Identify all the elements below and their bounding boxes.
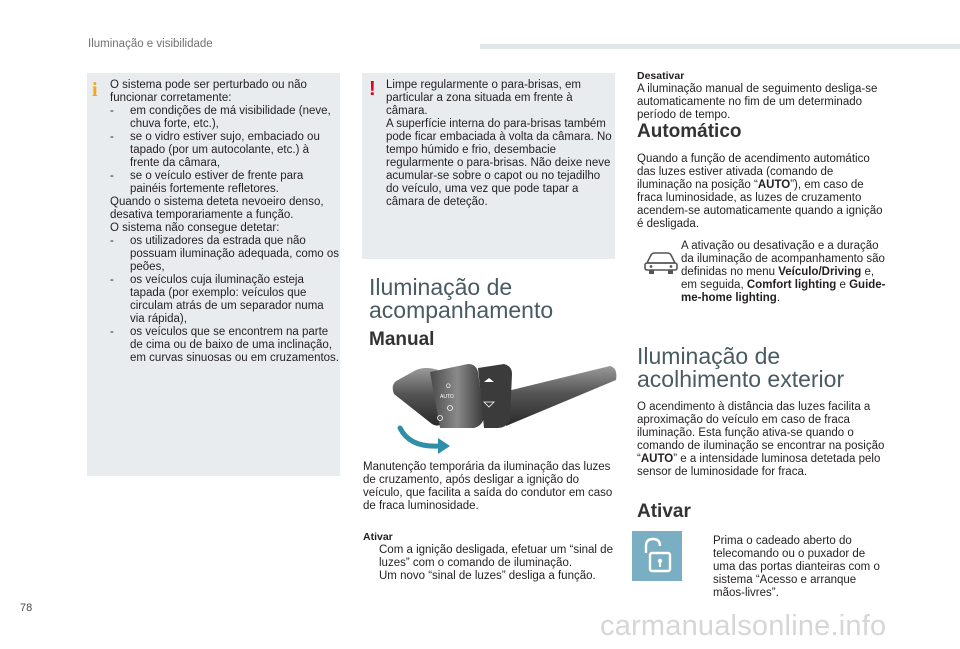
warning-para-2: A superfície interna do para-brisas também pode ficar embaciada à volta da câmara. No tempo húmido e frio, desembacie regularmente o para-brisas. Não deixe neve acumular-se sobre o capot ou no tejadilho do veículo, uma vez que pode tapar a câmara de deteção. [386,118,612,208]
list-item: - se o vidro estiver sujo, embaciado ou tapado (por um autocolante, etc.) à frente da câmara, [110,131,320,169]
list-item: - os utilizadores da estrada que não possuam iluminação adequada, como os peões, [110,235,340,273]
page-number: 78 [20,602,33,614]
activate-heading: Ativar [363,531,393,543]
deactivate-block [637,70,895,122]
cannot-detect: O sistema não consegue detetar: [110,222,280,234]
flash-direction-arrow [400,428,440,446]
car-settings-icon [643,249,679,275]
warning-box-text [386,79,612,209]
welcome-activate-heading: Ativar [637,501,691,522]
lighting-stalk-illustration [380,358,620,455]
warning-para-1: Limpe regularmente o para-brisas, em particular a zona situada em frente à câmara. [386,79,581,117]
automatic-text: Quando a função de acendimento automático das luzes estiver ativada (comando de iluminação na posição “AUTO”), em caso de fraca luminosidade, as luzes de cruzamento acendem-se automaticamente quando a ignição é desligada. [637,153,883,230]
stalk-arm [495,366,616,426]
list-item: Um novo “sinal de luzes” desliga a função. [379,570,596,582]
settings-note: A ativação ou desativação e a duração da iluminação de acompanhamento são definidas no menu Veículo/Driving e, em seguida, Comfort lighting e Guide-me-home lighting. [681,240,886,304]
list-item: - os veículos cuja iluminação esteja tapada (por exemplo: veículos que circulam atrás de um separador numa via rápida), [110,274,324,325]
list-item: - em condições de má visibilidade (neve, chuva forte, etc.), [110,105,331,130]
info-box-text [110,79,340,365]
header-bar [480,44,960,49]
manual-text: Manutenção temporária da iluminação das luzes de cruzamento, após desligar a ignição do veículo, que facilita a saída do condutor em caso de fraca luminosidade. [363,461,613,512]
list-item: Com a ignição desligada, efetuar um “sinal de luzes” com o comando de iluminação. [379,544,613,569]
list-item: - se o veículo estiver de frente para painéis fortemente refletores. [110,170,304,195]
list-item: Prima o cadeado aberto do telecomando ou o puxador de uma das portas dianteiras com o sistema “Acesso e arranque mãos-livres”. [713,535,880,599]
manual-heading: Manual [369,329,435,350]
stalk-collar [478,364,512,428]
deactivate-heading: Desativar [637,70,685,82]
flash-arrow-head [438,438,450,454]
list-item: - os veículos que se encontrem na parte de cima ou de baixo de uma inclinação, em curvas sinuosas ou em cruzamentos. [110,326,340,364]
unlock-button-tile [632,531,682,581]
info-icon: i [92,79,98,101]
stalk-label-auto: AUTO [440,394,454,400]
welcome-lighting-title: Iluminação de acolhimento exterior [637,343,845,392]
watermark: carmanualsonline.info [600,610,887,642]
welcome-text: O acendimento à distância das luzes facilita a aproximação do veículo em caso de fraca iluminação. Esta função ativa-se quando o comando de iluminação se encontrar na posição “AUTO” e a intensidade luminosa detetada pelo sensor de luminosidade for fraca. [637,401,885,478]
follow-activate [363,531,618,583]
welcome-activate-steps [697,535,887,600]
deactivate-text: A iluminação manual de seguimento desliga-se automaticamente no fim de um determinado período de tempo. [637,83,878,121]
section-title: Iluminação e visibilidade [88,38,213,50]
stalk-label-off: O [446,384,451,390]
automatic-heading: Automático [637,121,742,142]
info-intro: O sistema pode ser perturbado ou não funcionar corretamente: [110,79,307,104]
warning-icon: ! [369,78,376,100]
follow-me-title: Iluminação de acompanhamento [369,274,554,323]
fog-note: Quando o sistema deteta nevoeiro denso, desativa temporariamente a função. [110,196,324,221]
open-padlock-icon [632,531,682,581]
